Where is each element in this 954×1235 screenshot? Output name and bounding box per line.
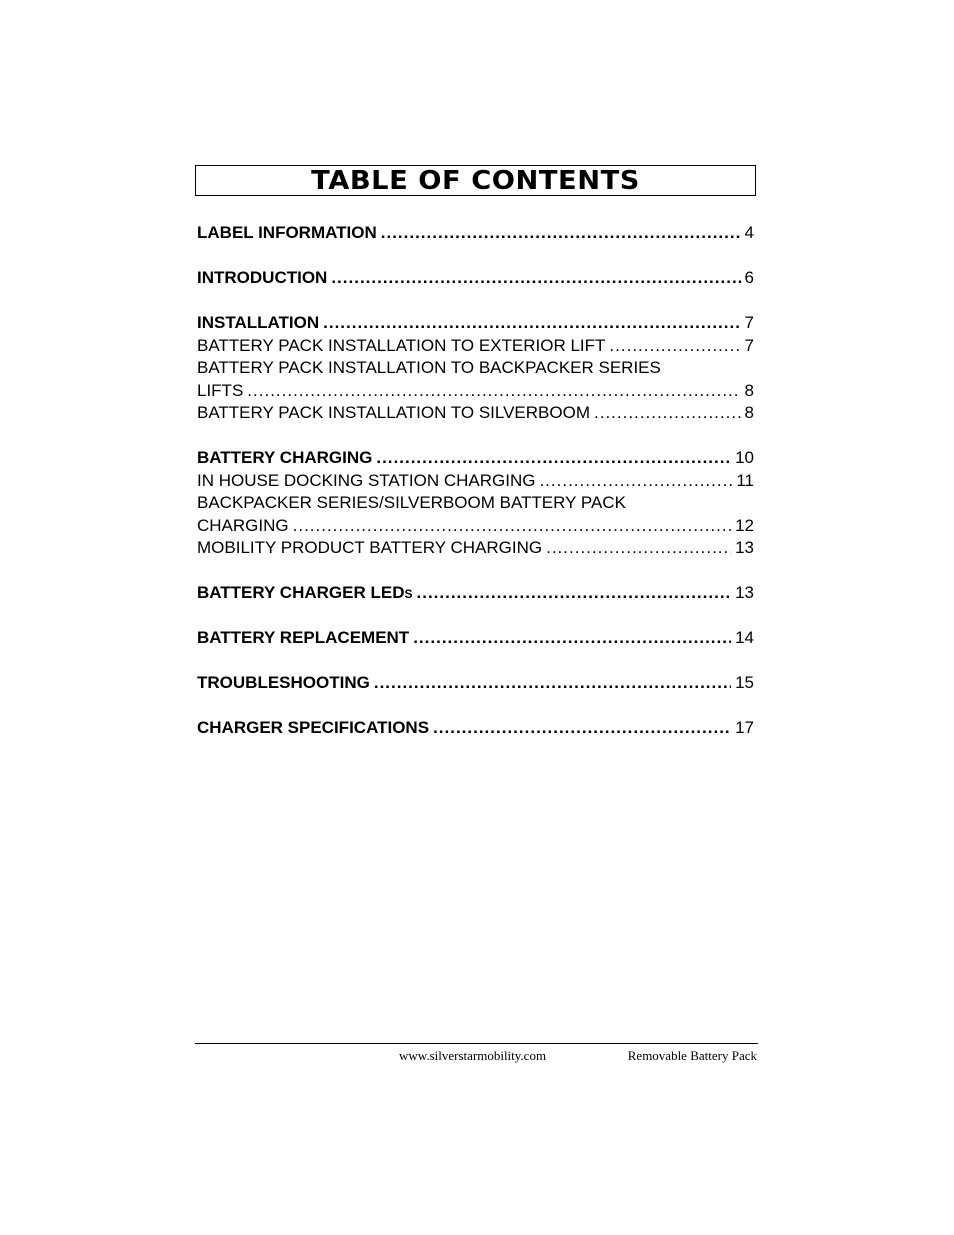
toc-entry-label: MOBILITY PRODUCT BATTERY CHARGING: [197, 538, 543, 557]
toc-entry-page: 17: [735, 718, 754, 737]
toc-entry-installation-exterior[interactable]: [197, 335, 754, 358]
toc-entry-page: 7: [744, 313, 754, 332]
toc-entry-page: 7: [744, 335, 754, 355]
toc-entry-label-main: BATTERY CHARGER LED: [197, 583, 405, 602]
dot-leader: [381, 222, 741, 245]
dot-leader: [609, 335, 740, 358]
toc-group-charger-specifications: [197, 717, 754, 740]
toc-entry-label: BATTERY PACK INSTALLATION TO BACKPACKER SERIES: [197, 358, 661, 377]
page-title: TABLE OF CONTENTS: [311, 166, 640, 196]
footer-divider: [195, 1043, 758, 1044]
toc-group-label-information: [197, 222, 754, 245]
toc-entry-label: TROUBLESHOOTING: [197, 673, 370, 692]
toc-entry-label: INTRODUCTION: [197, 268, 328, 287]
toc-entry-label-suffix: S: [404, 587, 413, 601]
dot-leader: [433, 717, 731, 740]
footer-url[interactable]: www.silverstarmobility.com: [399, 1048, 547, 1063]
toc-entry-label: CHARGING: [197, 515, 289, 535]
toc-entry-page: 15: [735, 673, 754, 692]
dot-leader: [247, 380, 740, 403]
table-of-contents: [197, 222, 754, 762]
dot-leader: [417, 582, 732, 605]
toc-entry-page: 14: [735, 628, 754, 647]
toc-entry-label: IN HOUSE DOCKING STATION CHARGING: [197, 470, 536, 490]
toc-entry-charger-specifications[interactable]: [197, 717, 754, 740]
toc-group-installation: [197, 312, 754, 425]
toc-entry-in-house-docking[interactable]: [197, 470, 754, 493]
dot-leader: [594, 402, 741, 425]
toc-entry-battery-charging[interactable]: [197, 447, 754, 470]
toc-entry-backpacker-charging-line1[interactable]: [197, 492, 754, 515]
toc-group-introduction: [197, 267, 754, 290]
toc-entry-label: BATTERY PACK INSTALLATION TO EXTERIOR LIFT: [197, 335, 606, 355]
toc-entry-page: 4: [744, 223, 754, 242]
toc-entry-label: INSTALLATION: [197, 313, 320, 332]
toc-entry-backpacker-charging-line2[interactable]: [197, 515, 754, 538]
toc-entry-label: LABEL INFORMATION: [197, 223, 377, 242]
toc-entry-installation-backpacker-line1[interactable]: [197, 357, 754, 380]
toc-entry-page: 11: [736, 470, 754, 490]
toc-entry-battery-replacement[interactable]: [197, 627, 754, 650]
toc-entry-installation-silverboom[interactable]: [197, 402, 754, 425]
toc-entry-label: BATTERY CHARGING: [197, 448, 373, 467]
toc-entry-label: [197, 582, 417, 605]
dot-leader: [374, 672, 731, 695]
toc-entry-page: 8: [744, 403, 754, 422]
toc-group-battery-replacement: [197, 627, 754, 650]
toc-group-troubleshooting: [197, 672, 754, 695]
toc-entry-introduction[interactable]: [197, 267, 754, 290]
toc-entry-page: 6: [744, 268, 754, 287]
toc-entry-label: BATTERY PACK INSTALLATION TO SILVERBOOM: [197, 403, 590, 422]
toc-entry-page: 10: [735, 448, 754, 467]
dot-leader: [376, 447, 731, 470]
toc-entry-page: 8: [744, 380, 754, 400]
toc-entry-page: 12: [735, 515, 754, 535]
toc-entry-label: LIFTS: [197, 380, 244, 400]
toc-group-battery-charging: [197, 447, 754, 560]
toc-entry-label: BATTERY REPLACEMENT: [197, 628, 410, 647]
dot-leader: [546, 537, 731, 560]
toc-entry-installation[interactable]: [197, 312, 754, 335]
toc-entry-label-information[interactable]: [197, 222, 754, 245]
toc-entry-page: 13: [735, 583, 754, 602]
dot-leader: [413, 627, 731, 650]
dot-leader: [331, 267, 740, 290]
toc-group-charger-leds: [197, 582, 754, 605]
dot-leader: [323, 312, 740, 335]
footer-doc-title: Removable Battery Pack: [627, 1048, 757, 1063]
toc-entry-page: 13: [735, 538, 754, 557]
toc-entry-label: CHARGER SPECIFICATIONS: [197, 718, 430, 737]
toc-entry-mobility-charging[interactable]: [197, 537, 754, 560]
toc-entry-installation-backpacker-line2[interactable]: [197, 380, 754, 403]
title-box: [195, 165, 756, 196]
dot-leader: [539, 470, 732, 493]
toc-entry-charger-leds[interactable]: [197, 582, 754, 605]
toc-entry-label: BACKPACKER SERIES/SILVERBOOM BATTERY PACK: [197, 493, 626, 512]
dot-leader: [293, 515, 731, 538]
toc-entry-troubleshooting[interactable]: [197, 672, 754, 695]
